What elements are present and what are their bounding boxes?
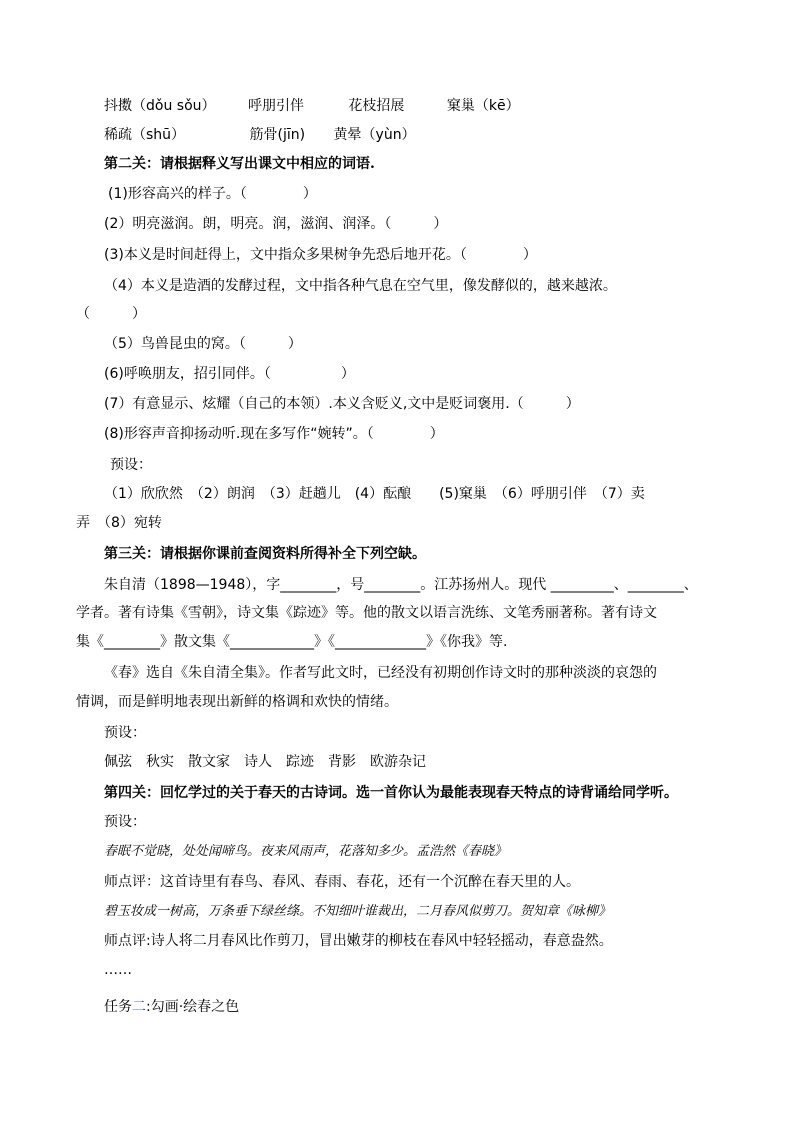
level2-preset-label: 预设： xyxy=(110,457,152,473)
level3-paragraph-1-line-1: 朱自清（1898—1948），字________，号________。江苏扬州人。现代 _________、________、 xyxy=(104,577,698,593)
level3-paragraph-1-line-2: 学者。著有诗集《雪朝》，诗文集《踪迹》等。他的散文以语言洗练、文笔秀丽著称。著有诗文 xyxy=(76,605,657,621)
task2-number: 二 xyxy=(132,999,146,1015)
vocab-item: 呼朋引伴 xyxy=(247,98,304,114)
level2-question-7: (7）有意显示、炫耀（自己的本领）.本义含贬义,文中是贬词褒用.（ ） xyxy=(104,396,580,412)
vocab-item: 花枝招展 xyxy=(348,98,405,114)
level2-title: 第二关：请根据释义写出课文中相应的词语. xyxy=(104,156,375,172)
level2-question-3: (3)本义是时间赶得上，文中指众多果树争先恐后地开花。（ ） xyxy=(104,247,537,263)
task2-heading xyxy=(104,997,239,1017)
vocab-item: 筋骨(jīn) xyxy=(249,127,306,143)
level3-paragraph-2-line-2: 情调，而是鲜明地表现出新鲜的格调和欢快的情绪。 xyxy=(76,694,398,710)
vocab-item: 黄晕（yùn） xyxy=(333,127,416,143)
level4-ellipsis: …… xyxy=(104,962,132,978)
task2-title: :勾画·绘春之色 xyxy=(146,999,240,1015)
level2-question-6: (6)呼唤朋友，招引同伴。（ ） xyxy=(104,366,355,382)
level3-title: 第三关：请根据你课前查阅资料所得补全下列空缺。 xyxy=(104,546,426,562)
level3-answers: 佩弦 秋实 散文家 诗人 踪迹 背影 欧游杂记 xyxy=(104,754,426,770)
level2-question-4: （4）本义是造酒的发酵过程，文中指各种气息在空气里，像发酵似的，越来越浓。 xyxy=(104,278,617,294)
vocab-item: 稀疏（shū） xyxy=(104,127,186,143)
level2-answers-line-1: （1）欣欣然 （2）朗润 （3）赶趟儿 (4）酝酿 (5)窠巢 （6）呼朋引伴 （7）卖 xyxy=(104,486,645,502)
level2-question-2: (2）明亮滋润。朗，明亮。润，滋润、润泽。（ ） xyxy=(104,216,448,232)
level3-paragraph-1-line-3: 集《________》散文集《____________》《_____________》《你我》等. xyxy=(76,634,508,650)
level2-answers-line-2: 弄 （8）宛转 xyxy=(76,515,162,531)
level3-paragraph-2-line-1: 《春》选自《朱自清全集》。作者写此文时，已经没有初期创作诗文时的那种淡淡的哀怨的 xyxy=(104,665,657,681)
level4-poem-1: 春眠不觉晓，处处闻啼鸟。夜来风雨声，花落知多少。孟浩然《春晓》 xyxy=(104,844,508,859)
level2-question-5: （5）鸟兽昆虫的窝。（ ） xyxy=(104,336,302,352)
vocab-item: 抖擞（dǒu sǒu） xyxy=(104,98,216,114)
level2-question-4-blank: （ ） xyxy=(76,306,146,322)
vocab-item: 窠巢（kē） xyxy=(446,98,520,114)
level3-preset-label: 预设： xyxy=(104,725,146,741)
level4-poem-2: 碧玉妆成一树高，万条垂下绿丝绦。不知细叶谁裁出，二月春风似剪刀。贺知章《咏柳》 xyxy=(104,904,612,919)
level4-comment-2: 师点评:诗人将二月春风比作剪刀，冒出嫩芽的柳枝在春风中轻轻摇动，春意盎然。 xyxy=(104,933,613,949)
task2-prefix: 任务 xyxy=(104,999,132,1015)
level4-preset-label: 预设： xyxy=(104,814,146,830)
level2-question-1: (1)形容高兴的样子。（ ） xyxy=(108,186,317,202)
vocab-row-2 xyxy=(104,125,416,145)
vocab-row-1 xyxy=(104,96,520,116)
level4-comment-1: 师点评：这首诗里有春鸟、春风、春雨、春花，还有一个沉醉在春天里的人。 xyxy=(104,874,580,890)
level4-title: 第四关：回忆学过的关于春天的古诗词。选一首你认为最能表现春天特点的诗背诵给同学听。 xyxy=(104,785,678,801)
level2-question-8: (8)形容声音抑扬动听.现在多写作“婉转”。（ ） xyxy=(104,426,444,442)
